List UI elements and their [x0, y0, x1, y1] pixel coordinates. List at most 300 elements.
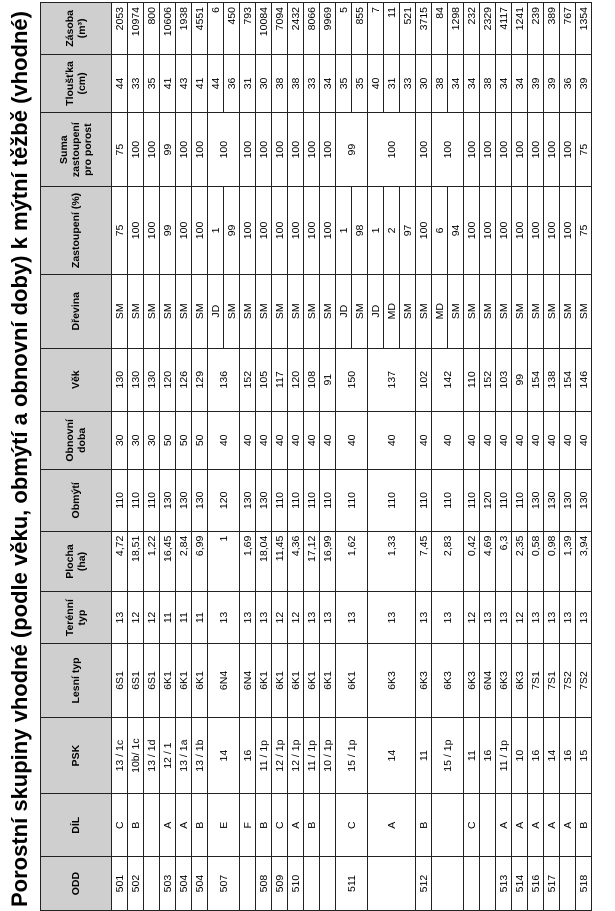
cell-odd: 511	[336, 857, 368, 911]
cell-dil: B	[256, 794, 272, 857]
cell-drevina: SM	[112, 274, 128, 348]
cell-dil: E	[208, 794, 240, 857]
cell-vek: 110	[464, 348, 480, 411]
cell-obmyti: 110	[336, 469, 368, 531]
header-obmyti: Obmýtí	[41, 469, 112, 531]
cell-zasoba: 1354	[576, 3, 592, 55]
cell-suma-zastoupeni: 100	[544, 113, 560, 187]
cell-drevina: SM	[448, 274, 464, 348]
cell-psk: 11 / 1p	[496, 717, 512, 793]
cell-plocha: 3,94	[576, 531, 592, 592]
cell-obmyti: 110	[464, 469, 480, 531]
cell-tloustka: 34	[320, 54, 336, 112]
cell-zasoba: 767	[560, 3, 576, 55]
cell-terenni-typ: 12	[512, 592, 528, 644]
cell-obmyti: 110	[288, 469, 304, 531]
header-row	[41, 3, 112, 911]
cell-lesni-typ: 7S2	[560, 643, 576, 717]
cell-zasoba: 8066	[304, 3, 320, 55]
cell-vek: 130	[144, 348, 160, 411]
cell-suma-zastoupeni: 100	[512, 113, 528, 187]
cell-plocha: 4,69	[480, 531, 496, 592]
cell-terenni-typ: 12	[288, 592, 304, 644]
cell-zastoupeni: 1	[208, 187, 224, 275]
cell-odd: 504	[192, 857, 208, 911]
cell-vek: 150	[336, 348, 368, 411]
cell-lesni-typ: 6K1	[192, 643, 208, 717]
cell-odd: 517	[544, 857, 560, 911]
cell-plocha: 1	[208, 531, 240, 592]
cell-obnovni-doba: 40	[304, 411, 320, 469]
cell-plocha: 1,33	[368, 531, 416, 592]
cell-suma-zastoupeni: 100	[496, 113, 512, 187]
cell-dil	[320, 794, 336, 857]
cell-dil: A	[560, 794, 576, 857]
header-suma-zastoupeni: Suma zastoupení pro porost	[41, 113, 112, 187]
cell-zasoba: 5	[336, 3, 352, 55]
cell-drevina: SM	[160, 274, 176, 348]
cell-obmyti: 110	[112, 469, 128, 531]
cell-psk: 10b/ 1c	[128, 717, 144, 793]
cell-plocha: 11,45	[272, 531, 288, 592]
cell-suma-zastoupeni: 100	[304, 113, 320, 187]
cell-psk: 16	[480, 717, 496, 793]
cell-zasoba: 2053	[112, 3, 128, 55]
cell-tloustka: 31	[240, 54, 256, 112]
cell-terenni-typ: 13	[368, 592, 416, 644]
table-row	[432, 3, 448, 911]
cell-lesni-typ: 6K3	[512, 643, 528, 717]
cell-zasoba: 7094	[272, 3, 288, 55]
cell-drevina: SM	[528, 274, 544, 348]
header-obnovni-doba: Obnovní doba	[41, 411, 112, 469]
cell-obnovni-doba: 40	[528, 411, 544, 469]
cell-suma-zastoupeni: 100	[464, 113, 480, 187]
cell-tloustka: 34	[496, 54, 512, 112]
cell-psk: 16	[528, 717, 544, 793]
cell-odd: 516	[528, 857, 544, 911]
cell-psk: 12 / 1p	[272, 717, 288, 793]
cell-odd: 513	[496, 857, 512, 911]
cell-zasoba: 855	[352, 3, 368, 55]
cell-zastoupeni: 100	[528, 187, 544, 275]
cell-plocha: 18,51	[128, 531, 144, 592]
cell-tloustka: 44	[112, 54, 128, 112]
cell-drevina: SM	[352, 274, 368, 348]
cell-drevina: SM	[400, 274, 416, 348]
cell-tloustka: 44	[208, 54, 224, 112]
table-row	[368, 3, 384, 911]
cell-psk: 10	[512, 717, 528, 793]
cell-vek: 154	[528, 348, 544, 411]
cell-lesni-typ: 6K3	[464, 643, 480, 717]
cell-obnovni-doba: 40	[208, 411, 240, 469]
cell-psk: 11 / 1p	[256, 717, 272, 793]
cell-zasoba: 521	[400, 3, 416, 55]
cell-drevina: SM	[480, 274, 496, 348]
cell-drevina: SM	[272, 274, 288, 348]
cell-drevina: SM	[416, 274, 432, 348]
cell-psk: 11 / 1p	[304, 717, 320, 793]
cell-obmyti: 120	[208, 469, 240, 531]
cell-vek: 117	[272, 348, 288, 411]
cell-lesni-typ: 6N4	[208, 643, 240, 717]
cell-dil: B	[416, 794, 432, 857]
cell-tloustka: 31	[384, 54, 400, 112]
cell-psk: 11	[416, 717, 432, 793]
cell-tloustka: 38	[480, 54, 496, 112]
cell-tloustka: 33	[400, 54, 416, 112]
cell-obnovni-doba: 30	[128, 411, 144, 469]
cell-lesni-typ: 6K1	[320, 643, 336, 717]
cell-suma-zastoupeni: 100	[288, 113, 304, 187]
header-vek: Věk	[41, 348, 112, 411]
cell-zasoba: 6	[208, 3, 224, 55]
cell-zastoupeni: 100	[496, 187, 512, 275]
cell-drevina: MD	[432, 274, 448, 348]
cell-dil: A	[160, 794, 176, 857]
cell-obmyti: 130	[192, 469, 208, 531]
cell-terenni-typ: 13	[320, 592, 336, 644]
cell-obmyti: 130	[240, 469, 256, 531]
cell-zastoupeni: 100	[544, 187, 560, 275]
cell-suma-zastoupeni: 100	[256, 113, 272, 187]
cell-vek: 99	[512, 348, 528, 411]
cell-drevina: JD	[336, 274, 352, 348]
cell-tloustka: 30	[416, 54, 432, 112]
cell-suma-zastoupeni: 75	[576, 113, 592, 187]
header-drevina: Dřevina	[41, 274, 112, 348]
cell-obmyti: 110	[128, 469, 144, 531]
cell-tloustka: 38	[432, 54, 448, 112]
cell-dil	[480, 794, 496, 857]
cell-vek: 137	[368, 348, 416, 411]
cell-obmyti: 130	[576, 469, 592, 531]
cell-drevina: SM	[576, 274, 592, 348]
cell-suma-zastoupeni: 100	[560, 113, 576, 187]
cell-lesni-typ: 6S1	[128, 643, 144, 717]
cell-vek: 136	[208, 348, 240, 411]
cell-suma-zastoupeni: 100	[192, 113, 208, 187]
cell-terenni-typ: 12	[144, 592, 160, 644]
cell-obnovni-doba: 50	[160, 411, 176, 469]
cell-psk: 12 / 1p	[288, 717, 304, 793]
cell-obmyti: 110	[496, 469, 512, 531]
cell-zasoba: 239	[528, 3, 544, 55]
cell-odd	[432, 857, 464, 911]
cell-lesni-typ: 6N4	[480, 643, 496, 717]
cell-tloustka: 34	[464, 54, 480, 112]
cell-odd: 501	[112, 857, 128, 911]
cell-vek: 91	[320, 348, 336, 411]
cell-psk: 13 / 1d	[144, 717, 160, 793]
table-row	[208, 3, 224, 911]
header-tloustka: Tloušťka (cm)	[41, 54, 112, 112]
cell-odd	[368, 857, 416, 911]
cell-vek: 152	[480, 348, 496, 411]
cell-suma-zastoupeni: 99	[160, 113, 176, 187]
cell-plocha: 1,22	[144, 531, 160, 592]
cell-lesni-typ: 6N4	[240, 643, 256, 717]
cell-dil: A	[288, 794, 304, 857]
page-title: Porostní skupiny vhodné (podle věku, obmýtí a obnovní doby) k mýtní těžbě (vhodné)	[7, 11, 32, 907]
cell-lesni-typ: 7S1	[544, 643, 560, 717]
cell-zasoba: 4551	[192, 3, 208, 55]
cell-dil: C	[464, 794, 480, 857]
cell-suma-zastoupeni: 100	[272, 113, 288, 187]
cell-zastoupeni: 1	[368, 187, 384, 275]
cell-obmyti: 130	[560, 469, 576, 531]
table-row	[464, 3, 480, 911]
header-zastoupeni: Zastoupení (%)	[41, 187, 112, 275]
table-row	[112, 3, 128, 911]
cell-lesni-typ: 6K1	[176, 643, 192, 717]
cell-tloustka: 39	[576, 54, 592, 112]
cell-lesni-typ: 6K1	[288, 643, 304, 717]
cell-lesni-typ: 6K1	[336, 643, 368, 717]
cell-plocha: 6,3	[496, 531, 512, 592]
cell-dil: A	[496, 794, 512, 857]
cell-tloustka: 38	[272, 54, 288, 112]
cell-odd: 518	[576, 857, 592, 911]
cell-vek: 120	[288, 348, 304, 411]
cell-odd: 510	[288, 857, 304, 911]
cell-suma-zastoupeni: 100	[240, 113, 256, 187]
cell-odd: 512	[416, 857, 432, 911]
cell-drevina: SM	[512, 274, 528, 348]
cell-drevina: SM	[144, 274, 160, 348]
cell-suma-zastoupeni: 100	[176, 113, 192, 187]
cell-zasoba: 800	[144, 3, 160, 55]
cell-psk: 10 / 1p	[320, 717, 336, 793]
cell-plocha: 4,72	[112, 531, 128, 592]
cell-tloustka: 36	[560, 54, 576, 112]
cell-tloustka: 39	[528, 54, 544, 112]
cell-dil: B	[128, 794, 144, 857]
cell-zastoupeni: 100	[144, 187, 160, 275]
cell-plocha: 16,99	[320, 531, 336, 592]
cell-drevina: SM	[304, 274, 320, 348]
cell-terenni-typ: 12	[128, 592, 144, 644]
cell-terenni-typ: 13	[496, 592, 512, 644]
cell-odd: 514	[512, 857, 528, 911]
cell-zastoupeni: 6	[432, 187, 448, 275]
cell-lesni-typ: 6K3	[368, 643, 416, 717]
cell-dil: C	[336, 794, 368, 857]
cell-zastoupeni: 100	[416, 187, 432, 275]
cell-psk: 12 / 1	[160, 717, 176, 793]
cell-zastoupeni: 100	[256, 187, 272, 275]
cell-obnovni-doba: 30	[144, 411, 160, 469]
cell-lesni-typ: 6K1	[304, 643, 320, 717]
cell-obnovni-doba: 40	[256, 411, 272, 469]
cell-obnovni-doba: 40	[560, 411, 576, 469]
header-dil: DÍL	[41, 794, 112, 857]
cell-vek: 130	[128, 348, 144, 411]
cell-zasoba: 2329	[480, 3, 496, 55]
cell-plocha: 17,12	[304, 531, 320, 592]
cell-odd	[480, 857, 496, 911]
cell-dil: A	[528, 794, 544, 857]
cell-tloustka: 34	[512, 54, 528, 112]
header-psk: PSK	[41, 717, 112, 793]
cell-vek: 130	[112, 348, 128, 411]
cell-zastoupeni: 100	[560, 187, 576, 275]
cell-terenni-typ: 12	[464, 592, 480, 644]
cell-dil: A	[544, 794, 560, 857]
cell-suma-zastoupeni: 100	[528, 113, 544, 187]
table-row	[416, 3, 432, 911]
cell-dil: B	[576, 794, 592, 857]
cell-terenni-typ: 13	[560, 592, 576, 644]
cell-lesni-typ: 6K3	[432, 643, 464, 717]
cell-plocha: 1,69	[240, 531, 256, 592]
cell-plocha: 2,35	[512, 531, 528, 592]
cell-tloustka: 36	[224, 54, 240, 112]
cell-dil	[432, 794, 464, 857]
table-row	[272, 3, 288, 911]
cell-drevina: SM	[240, 274, 256, 348]
cell-tloustka: 41	[192, 54, 208, 112]
cell-zastoupeni: 97	[400, 187, 416, 275]
cell-odd: 504	[176, 857, 192, 911]
cell-plocha: 1,39	[560, 531, 576, 592]
cell-zastoupeni: 100	[128, 187, 144, 275]
cell-psk: 15 / 1p	[336, 717, 368, 793]
cell-terenni-typ: 11	[176, 592, 192, 644]
cell-psk: 14	[544, 717, 560, 793]
cell-tloustka: 35	[352, 54, 368, 112]
cell-zastoupeni: 100	[192, 187, 208, 275]
cell-obnovni-doba: 40	[512, 411, 528, 469]
cell-zasoba: 232	[464, 3, 480, 55]
cell-psk: 14	[368, 717, 416, 793]
table-row	[256, 3, 272, 911]
cell-psk: 15 / 1p	[432, 717, 464, 793]
cell-obmyti: 110	[304, 469, 320, 531]
table-row	[480, 3, 496, 911]
header-odd: ODD	[41, 857, 112, 911]
cell-vek: 103	[496, 348, 512, 411]
cell-odd	[464, 857, 480, 911]
cell-obmyti: 110	[368, 469, 416, 531]
cell-plocha: 0,42	[464, 531, 480, 592]
cell-psk: 13 / 1b	[192, 717, 208, 793]
cell-dil: A	[512, 794, 528, 857]
cell-odd: 507	[208, 857, 240, 911]
cell-vek: 138	[544, 348, 560, 411]
cell-lesni-typ: 6K1	[160, 643, 176, 717]
cell-suma-zastoupeni: 100	[128, 113, 144, 187]
cell-obnovni-doba: 40	[544, 411, 560, 469]
cell-obmyti: 110	[272, 469, 288, 531]
cell-plocha: 6,99	[192, 531, 208, 592]
cell-terenni-typ: 11	[160, 592, 176, 644]
cell-drevina: JD	[368, 274, 384, 348]
cell-terenni-typ: 13	[480, 592, 496, 644]
cell-zastoupeni: 99	[160, 187, 176, 275]
cell-suma-zastoupeni: 75	[112, 113, 128, 187]
cell-drevina: SM	[128, 274, 144, 348]
cell-zasoba: 4117	[496, 3, 512, 55]
cell-tloustka: 34	[448, 54, 464, 112]
cell-vek: 108	[304, 348, 320, 411]
cell-zasoba: 10974	[128, 3, 144, 55]
cell-zastoupeni: 100	[288, 187, 304, 275]
cell-drevina: SM	[288, 274, 304, 348]
cell-obmyti: 130	[160, 469, 176, 531]
cell-terenni-typ: 11	[192, 592, 208, 644]
cell-vek: 142	[432, 348, 464, 411]
cell-vek: 129	[192, 348, 208, 411]
cell-tloustka: 43	[176, 54, 192, 112]
cell-dil	[144, 794, 160, 857]
cell-terenni-typ: 13	[112, 592, 128, 644]
cell-dil: A	[176, 794, 192, 857]
cell-zastoupeni: 100	[464, 187, 480, 275]
cell-terenni-typ: 13	[304, 592, 320, 644]
cell-psk: 11	[464, 717, 480, 793]
cell-zastoupeni: 100	[320, 187, 336, 275]
cell-tloustka: 40	[368, 54, 384, 112]
cell-terenni-typ: 13	[528, 592, 544, 644]
table-row	[320, 3, 336, 911]
table-row	[528, 3, 544, 911]
cell-dil: B	[192, 794, 208, 857]
cell-obmyti: 110	[320, 469, 336, 531]
cell-obmyti: 110	[512, 469, 528, 531]
cell-obnovni-doba: 50	[176, 411, 192, 469]
table-row	[576, 3, 592, 911]
cell-tloustka: 38	[288, 54, 304, 112]
cell-obnovni-doba: 40	[336, 411, 368, 469]
cell-obnovni-doba: 40	[464, 411, 480, 469]
table-body	[112, 3, 592, 911]
cell-obnovni-doba: 40	[480, 411, 496, 469]
cell-drevina: SM	[192, 274, 208, 348]
cell-lesni-typ: 7S1	[528, 643, 544, 717]
cell-suma-zastoupeni: 100	[144, 113, 160, 187]
cell-lesni-typ: 6K1	[272, 643, 288, 717]
cell-obmyti: 110	[144, 469, 160, 531]
cell-tloustka: 35	[336, 54, 352, 112]
cell-vek: 102	[416, 348, 432, 411]
cell-psk: 15	[576, 717, 592, 793]
cell-obnovni-doba: 40	[416, 411, 432, 469]
cell-drevina: SM	[256, 274, 272, 348]
cell-vek: 146	[576, 348, 592, 411]
cell-terenni-typ: 13	[544, 592, 560, 644]
cell-drevina: SM	[176, 274, 192, 348]
cell-zastoupeni: 2	[384, 187, 400, 275]
cell-obmyti: 130	[544, 469, 560, 531]
cell-odd: 503	[160, 857, 176, 911]
cell-zasoba: 1241	[512, 3, 528, 55]
cell-odd	[304, 857, 320, 911]
cell-psk: 13 / 1a	[176, 717, 192, 793]
cell-zastoupeni: 100	[176, 187, 192, 275]
cell-plocha: 0,98	[544, 531, 560, 592]
cell-psk: 16	[560, 717, 576, 793]
cell-odd	[240, 857, 256, 911]
table-row	[544, 3, 560, 911]
cell-obnovni-doba: 50	[192, 411, 208, 469]
cell-obmyti: 120	[480, 469, 496, 531]
cell-dil: F	[240, 794, 256, 857]
cell-suma-zastoupeni: 100	[432, 113, 464, 187]
cell-suma-zastoupeni: 99	[336, 113, 368, 187]
cell-zasoba: 10606	[160, 3, 176, 55]
